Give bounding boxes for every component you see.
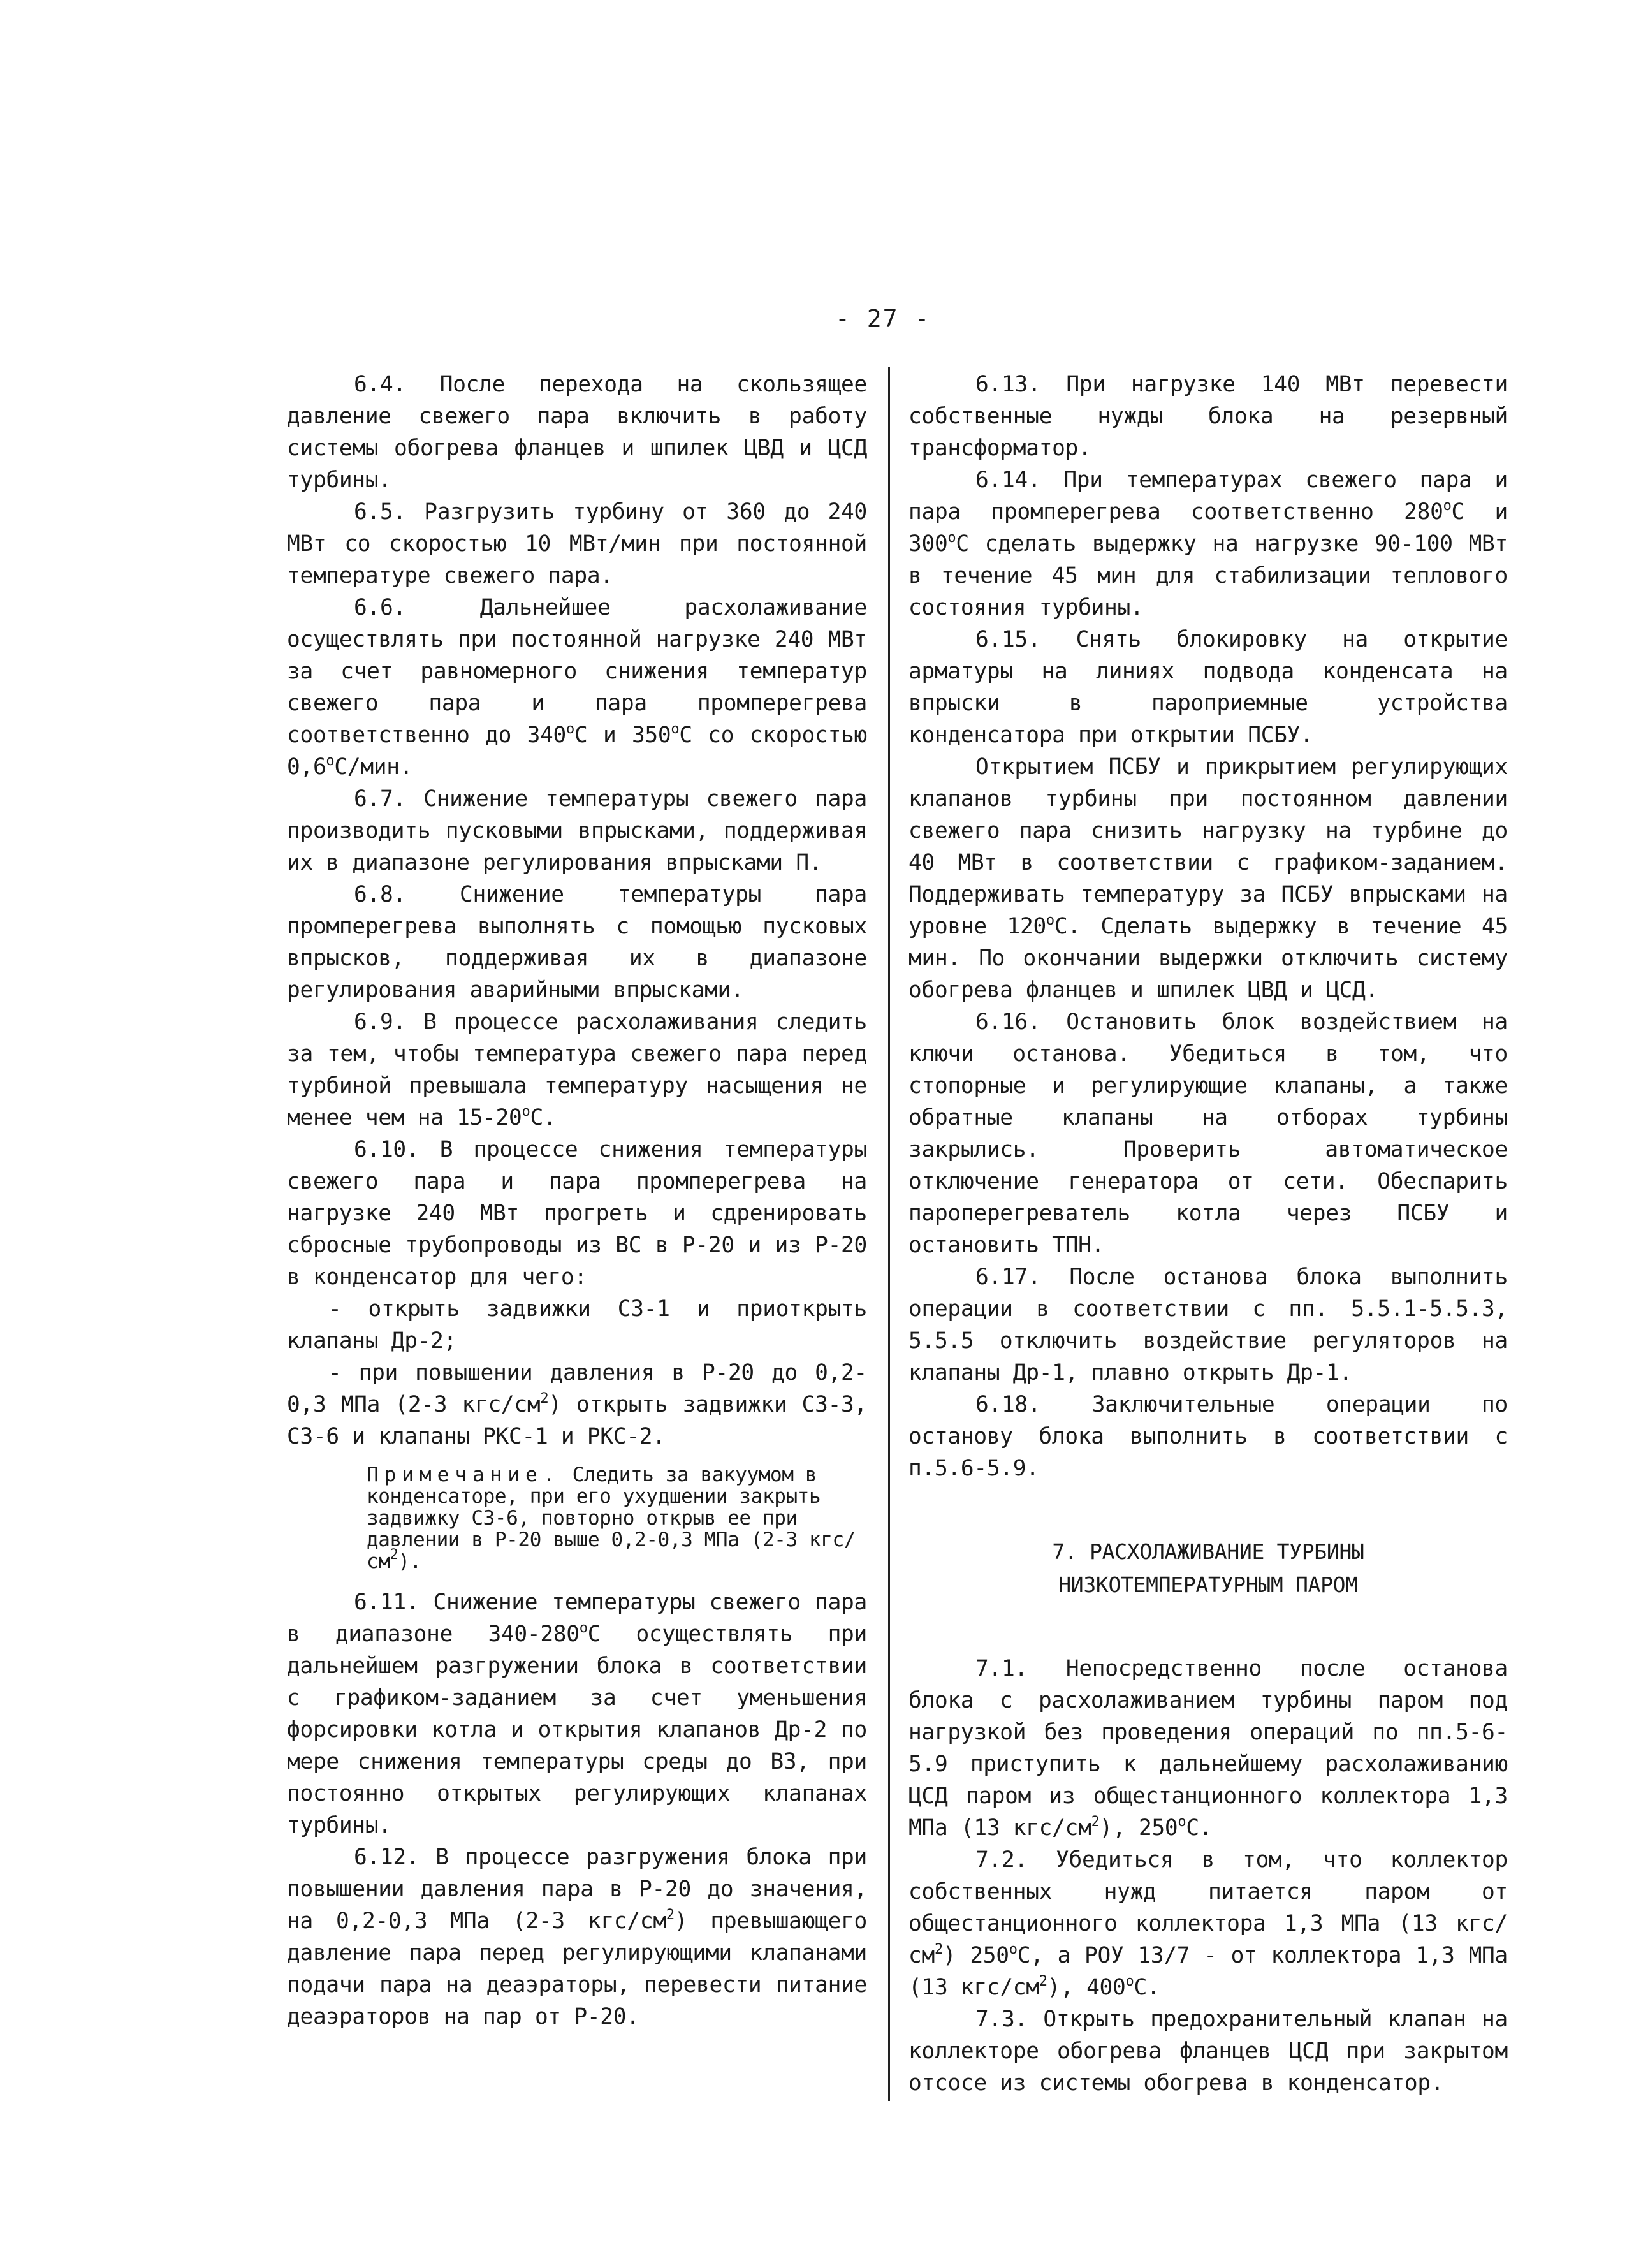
list-item <box>287 1357 867 1452</box>
heading-line: 7. РАСХОЛАЖИВАНИЕ ТУРБИНЫ <box>1052 1539 1364 1564</box>
paragraph-6-14 <box>908 464 1508 624</box>
text-run: Следить за вакуумом в конденсаторе, при его ухудшении закрыть задвижку СЗ-6, повторно открыв ее при давлении в Р-20 выше 0,2-0,3 МПа (2-3 кгс/см <box>367 1463 856 1573</box>
text-run: ). <box>398 1550 421 1573</box>
text-run: С. Сделать выдержку в течение 45 мин. По окончании выдержки отключить систему обогрева фланцев и шпилек ЦВД и ЦСД. <box>908 914 1508 1003</box>
text-run: 6.14. При температурах свежего пара и пара промперегрева соответственно 280 <box>908 467 1508 525</box>
note-block <box>367 1464 867 1572</box>
text-run: 6.9. В процессе расхолаживания следить за тем, чтобы температура свежего пара перед турбиной превышала температуру насыщения не менее чем на 15-20 <box>287 1009 867 1130</box>
paragraph-6-18: 6.18. Заключительные операции по останову блока выполнить в соответствии с п.5.6-5.9. <box>908 1392 1508 1481</box>
text-run: ) открыть задвижки СЗ-3, СЗ-6 и клапаны РКС-1 и РКС-2. <box>287 1392 867 1449</box>
text-run: ), 400 <box>1047 1975 1126 2000</box>
text-run: С/мин. <box>334 754 413 780</box>
text-run: ), 250 <box>1099 1815 1178 1841</box>
text-run: С. <box>530 1105 557 1130</box>
heading-line: НИЗКОТЕМПЕРАТУРНЫМ ПАРОМ <box>1058 1572 1358 1597</box>
paragraph-6-5: 6.5. Разгрузить турбину от 360 до 240 МВт со скоростью 10 МВт/мин при постоянной температуре свежего пара. <box>287 499 867 589</box>
text-run: Открытием ПСБУ и прикрытием регулирующих клапанов турбины при постоянном давлении свежего пара снизить нагрузку на турбине до 40 МВт в соответствии с графиком-заданием. Поддерживать температуру за ПСБУ впрысками на уровне 120 <box>908 754 1508 939</box>
paragraph-6-6 <box>287 592 867 783</box>
paragraph-6-13: 6.13. При нагрузке 140 МВт перевести собственные нужды блока на резервный трансформатор. <box>908 372 1508 461</box>
degree-mark: о <box>1443 498 1452 514</box>
right-column <box>908 369 1508 2099</box>
text-run: С и 350 <box>574 722 671 748</box>
paragraph-psbu <box>908 751 1508 1006</box>
left-column <box>287 369 867 2033</box>
paragraph-6-11 <box>287 1586 867 1841</box>
paragraph-6-9 <box>287 1006 867 1134</box>
list-item: - открыть задвижки СЗ-1 и приоткрыть клапаны Др-2; <box>287 1296 867 1354</box>
text-run: ) 250 <box>942 1943 1009 1968</box>
squared-mark: 2 <box>666 1907 675 1923</box>
text-run: - при повышении давления в Р-20 до 0,2-0,3 МПа (2-3 кгс/см <box>287 1360 867 1417</box>
section-heading <box>908 1535 1508 1602</box>
page-number: - 27 - <box>835 305 931 333</box>
paragraph-7-3: 7.3. Открыть предохранительный клапан на коллекторе обогрева фланцев ЦСД при закрытом отсосе из системы обогрева в конденсатор. <box>908 2007 1508 2096</box>
text-run: 6.6. Дальнейшее расхолаживание осуществлять при постоянной нагрузке 240 МВт за счет равномерного снижения температур свежего пара и пара промперегрева соответственно до 340 <box>287 595 867 748</box>
degree-mark: о <box>1125 1973 1134 1989</box>
text-run: С и 300 <box>908 499 1508 557</box>
text-run: 6.11. Снижение температуры свежего пара в диапазоне 340-280 <box>287 1590 867 1647</box>
text-run: 6.12. В процессе разгружения блока при повышении давления пара в Р-20 до значения, на 0,2-0,3 МПа (2-3 кгс/см <box>287 1845 867 1934</box>
column-divider <box>888 367 890 2101</box>
text-run: С, а РОУ 13/7 - от коллектора 1,3 МПа (13 кгс/см <box>908 1943 1508 2000</box>
paragraph-6-10: 6.10. В процессе снижения температуры свежего пара и пара промперегрева на нагрузке 240 МВт прогреть и сдренировать сбросные трубопроводы из ВС в Р-20 и из Р-20 в конденсатор для чего: <box>287 1137 867 1290</box>
text-run: 7.1. Непосредственно после останова блока с расхолаживанием турбины паром под нагрузкой без проведения операций по пп.5-6-5.9 приступить к дальнейшему расхолаживанию ЦСД паром из общестанционного коллектора 1,3 МПа (13 кгс/см <box>908 1656 1508 1841</box>
paragraph-6-12 <box>287 1841 867 2033</box>
note-label: Примечание. <box>367 1463 561 1486</box>
text-run: С. <box>1186 1815 1213 1841</box>
text-run: С сделать выдержку на нагрузке 90-100 МВт в течение 45 мин для стабилизации теплового состояния турбины. <box>908 531 1508 620</box>
degree-mark: о <box>326 753 335 769</box>
degree-mark: о <box>1046 912 1054 928</box>
paragraph-6-8: 6.8. Снижение температуры пара промперегрева выполнять с помощью пусковых впрысков, поддерживая их в диапазоне регулирования аварийными впрысками. <box>287 882 867 1003</box>
paragraph-7-1 <box>908 1653 1508 1844</box>
squared-mark: 2 <box>1091 1814 1100 1830</box>
degree-mark: о <box>947 530 956 546</box>
paragraph-6-15: 6.15. Снять блокировку на открытие арматуры на линиях подвода конденсата на впрыски в пароприемные устройства конденсатора при открытии ПСБУ. <box>908 627 1508 748</box>
text-run: С. <box>1134 1975 1160 2000</box>
text-run: С осуществлять при дальнейшем разгружении блока в соответствии с графиком-заданием за счет уменьшения форсировки котла и открытия клапанов Др-2 по мере снижения температуры среды до ВЗ, при постоянно открытых регулирующих клапанах турбины. <box>287 1621 867 1838</box>
degree-mark: о <box>579 1620 588 1636</box>
degree-mark: о <box>522 1104 530 1120</box>
text-run: 7.2. Убедиться в том, что коллектор собственных нужд питается паром от общестанционного коллектора 1,3 МПа (13 кгс/см <box>908 1847 1508 1968</box>
paragraph-7-2 <box>908 1844 1508 2003</box>
degree-mark: о <box>671 721 680 737</box>
squared-mark: 2 <box>934 1942 943 1957</box>
text-run: С со скоростью 0,6 <box>287 722 868 780</box>
degree-mark: о <box>566 721 574 737</box>
degree-mark: о <box>1178 1814 1186 1830</box>
squared-mark: 2 <box>540 1391 549 1407</box>
squared-mark: 2 <box>390 1547 398 1563</box>
degree-mark: о <box>1009 1942 1018 1957</box>
paragraph-6-16: 6.16. Остановить блок воздействием на ключи останова. Убедиться в том, что стопорные и регулирующие клапаны, а также обратные клапаны на отборах турбины закрылись. Проверить автоматическое отключение генератора от сети. Обеспарить пароперегреватель котла через ПСБУ и остановить ТПН. <box>908 1009 1508 1258</box>
paragraph-6-17: 6.17. После останова блока выполнить операции в соответствии с пп. 5.5.1-5.5.3, 5.5.5 отключить воздействие регуляторов на клапаны Др-1, плавно открыть Др-1. <box>908 1264 1508 1386</box>
paragraph-6-4: 6.4. После перехода на скользящее давление свежего пара включить в работу системы обогрева фланцев и шпилек ЦВД и ЦСД турбины. <box>287 372 867 493</box>
paragraph-6-7: 6.7. Снижение температуры свежего пара производить пусковыми впрысками, поддерживая их в диапазоне регулирования впрысками П. <box>287 786 867 875</box>
text-run: ) превышающего давление пара перед регулирующими клапанами подачи пара на деаэраторы, перевести питание деаэраторов на пар от Р-20. <box>287 1908 867 2030</box>
squared-mark: 2 <box>1039 1973 1047 1989</box>
